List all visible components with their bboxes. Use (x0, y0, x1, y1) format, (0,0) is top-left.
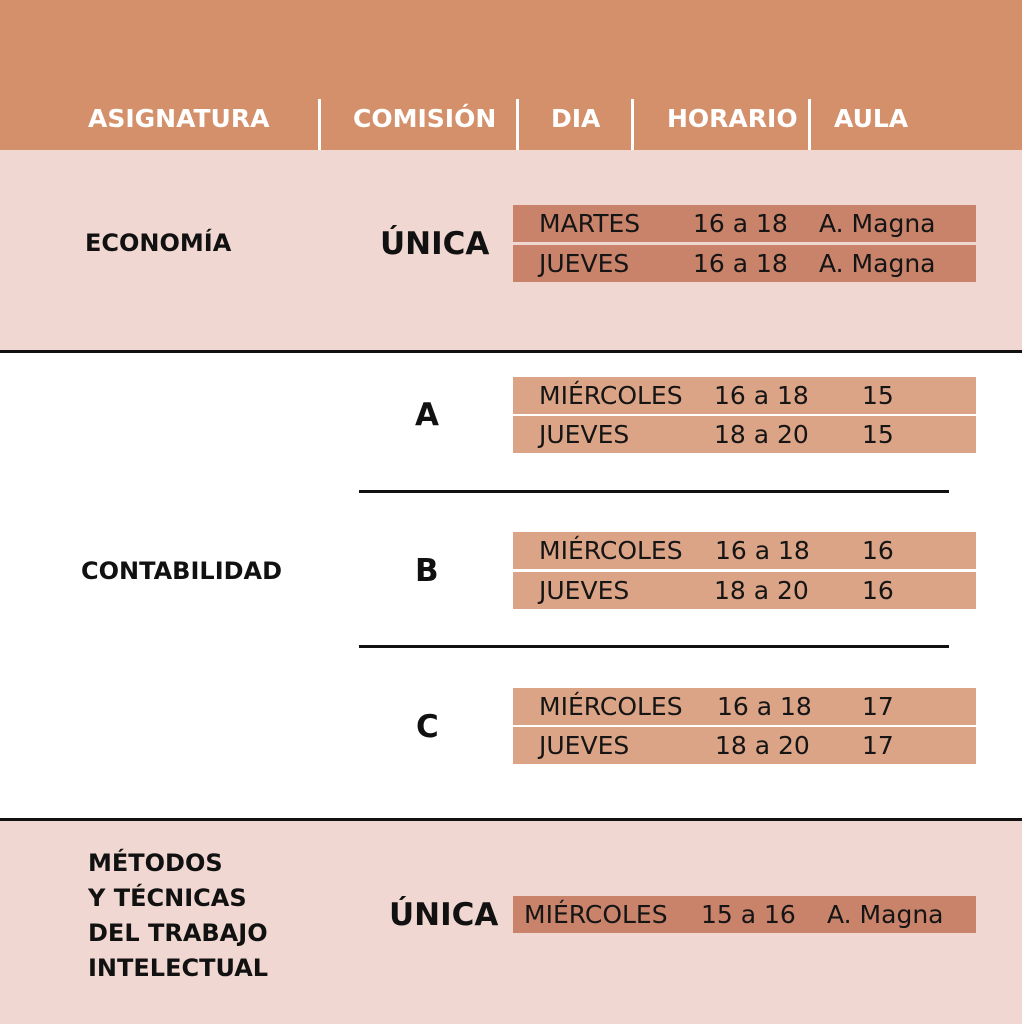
column-separator (808, 99, 811, 151)
schedule-row (513, 416, 976, 453)
schedule-day: JUEVES (539, 249, 630, 278)
commission-label: ÚNICA (389, 897, 499, 933)
schedule-row (513, 377, 976, 414)
schedule-row (513, 245, 976, 282)
commission-label: ÚNICA (380, 226, 490, 262)
schedule-row (513, 572, 976, 609)
subject-name: CONTABILIDAD (81, 557, 283, 585)
column-separator (318, 99, 321, 151)
schedule-day: MARTES (539, 209, 641, 238)
schedule-room: 15 (862, 381, 894, 410)
schedule-day: JUEVES (539, 420, 630, 449)
subject-name: ECONOMÍA (85, 229, 232, 257)
schedule-time: 18 a 20 (714, 576, 809, 605)
column-header-asignatura: ASIGNATURA (88, 104, 270, 133)
column-header-dia: DIA (551, 104, 601, 133)
schedule-row (513, 896, 976, 933)
column-header-comision: COMISIÓN (353, 104, 497, 133)
schedule-time: 18 a 20 (715, 731, 810, 760)
schedule-day: MIÉRCOLES (539, 536, 683, 565)
schedule-room: A. Magna (827, 900, 944, 929)
commission-divider (359, 645, 949, 648)
schedule-day: MIÉRCOLES (539, 692, 683, 721)
schedule-time: 16 a 18 (714, 381, 809, 410)
column-header-aula: AULA (834, 104, 909, 133)
schedule-time: 18 a 20 (714, 420, 809, 449)
schedule-row (513, 205, 976, 242)
column-header-horario: HORARIO (667, 104, 798, 133)
schedule-day: JUEVES (539, 576, 630, 605)
subject-name-line: DEL TRABAJO (88, 919, 268, 947)
column-separator (516, 99, 519, 151)
commission-divider (359, 490, 949, 493)
schedule-day: JUEVES (539, 731, 630, 760)
schedule-room: 16 (862, 536, 894, 565)
schedule-room: 16 (862, 576, 894, 605)
column-separator (631, 99, 634, 151)
commission-label: A (415, 397, 439, 433)
schedule-time: 16 a 18 (717, 692, 812, 721)
schedule-day: MIÉRCOLES (524, 900, 668, 929)
section-divider (0, 350, 1022, 353)
commission-label: B (415, 553, 439, 589)
schedule-room: 17 (862, 731, 894, 760)
schedule-time: 16 a 18 (715, 536, 810, 565)
schedule-time: 16 a 18 (693, 249, 788, 278)
subject-name (88, 846, 268, 986)
schedule-row (513, 727, 976, 764)
subject-name-line: MÉTODOS (88, 849, 223, 877)
schedule-room: A. Magna (819, 249, 936, 278)
schedule-time: 15 a 16 (701, 900, 796, 929)
schedule-room: A. Magna (819, 209, 936, 238)
subject-name-line: INTELECTUAL (88, 954, 269, 982)
schedule-day: MIÉRCOLES (539, 381, 683, 410)
schedule-row (513, 688, 976, 725)
schedule-time: 16 a 18 (693, 209, 788, 238)
schedule-room: 17 (862, 692, 894, 721)
table-header (0, 0, 1022, 150)
schedule-room: 15 (862, 420, 894, 449)
subject-name-line: Y TÉCNICAS (88, 884, 247, 912)
schedule-row (513, 532, 976, 569)
commission-label: C (416, 709, 439, 745)
